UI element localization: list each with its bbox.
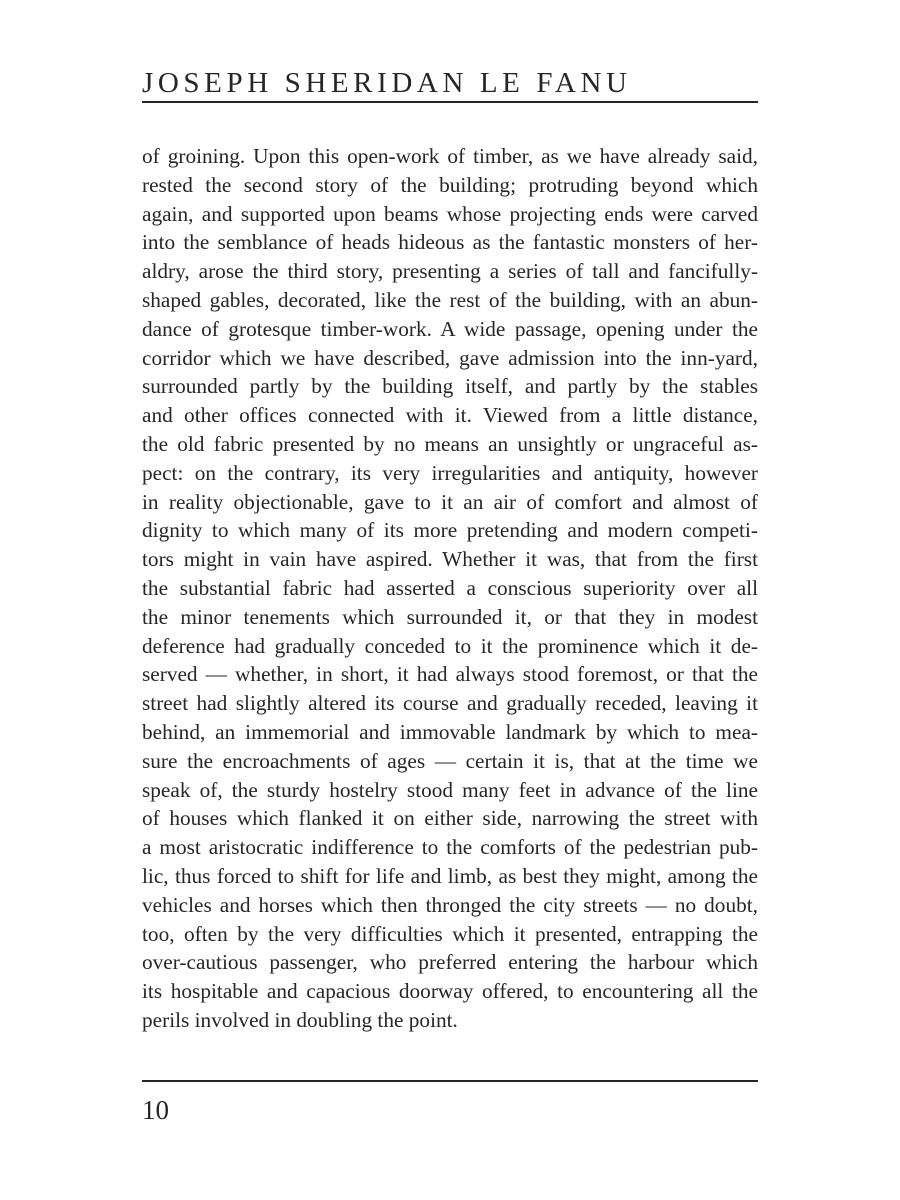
running-head: JOSEPH SHERIDAN LE FANU: [142, 67, 632, 99]
text-line: behind, an immemorial and immovable landmark by which to mea-: [142, 719, 758, 744]
text-line: the old fabric presented by no means an unsightly or ungraceful as-: [142, 431, 758, 456]
text-line: rested the second story of the building; protruding beyond which: [142, 172, 758, 197]
text-line: in reality objectionable, gave to it an air of comfort and almost of: [142, 489, 758, 514]
text-line: aldry, arose the third story, presenting a series of tall and fancifully-: [142, 259, 758, 284]
text-line: deference had gradually conceded to it the prominence which it de-: [142, 633, 758, 658]
text-line: surrounded partly by the building itself, and partly by the stables: [142, 374, 758, 399]
text-line: served — whether, in short, it had always stood foremost, or that the: [142, 662, 758, 687]
text-line: tors might in vain have aspired. Whether it was, that from the first: [142, 547, 758, 572]
text-line: dance of grotesque timber-work. A wide passage, opening under the: [142, 316, 758, 341]
text-line: lic, thus forced to shift for life and limb, as best they might, among the: [142, 863, 758, 888]
footer-rule: [142, 1080, 758, 1082]
text-line: vehicles and horses which then thronged the city streets — no doubt,: [142, 892, 758, 917]
page-number: 10: [142, 1095, 169, 1125]
text-line: dignity to which many of its more pretending and modern competi-: [142, 518, 758, 543]
text-line: perils involved in doubling the point.: [142, 1007, 458, 1032]
text-line: the substantial fabric had asserted a conscious superiority over all: [142, 575, 758, 600]
text-line: street had slightly altered its course and gradually receded, leaving it: [142, 691, 758, 716]
text-line: corridor which we have described, gave admission into the inn-yard,: [142, 345, 758, 370]
text-line: of groining. Upon this open-work of timber, as we have already said,: [142, 144, 758, 168]
text-line: pect: on the contrary, its very irregularities and antiquity, however: [142, 460, 758, 485]
text-line: too, often by the very difficulties which it presented, entrapping the: [142, 921, 758, 946]
body-paragraph: [142, 142, 758, 1035]
text-line: over-cautious passenger, who preferred entering the harbour which: [142, 950, 758, 975]
text-line: shaped gables, decorated, like the rest of the building, with an abun-: [142, 287, 758, 312]
text-line: the minor tenements which surrounded it, or that they in modest: [142, 604, 758, 629]
text-line: speak of, the sturdy hostelry stood many feet in advance of the line: [142, 777, 758, 802]
text-line: of houses which flanked it on either side, narrowing the street with: [142, 806, 758, 831]
text-line: into the semblance of heads hideous as the fantastic monsters of her-: [142, 230, 758, 255]
text-line: its hospitable and capacious doorway offered, to encountering all the: [142, 979, 758, 1004]
text-line: a most aristocratic indifference to the comforts of the pedestrian pub-: [142, 835, 758, 860]
text-line: again, and supported upon beams whose projecting ends were carved: [142, 201, 758, 226]
text-line: sure the encroachments of ages — certain it is, that at the time we: [142, 748, 758, 773]
header-rule: [142, 101, 758, 103]
text-line: and other offices connected with it. Viewed from a little distance,: [142, 403, 758, 428]
